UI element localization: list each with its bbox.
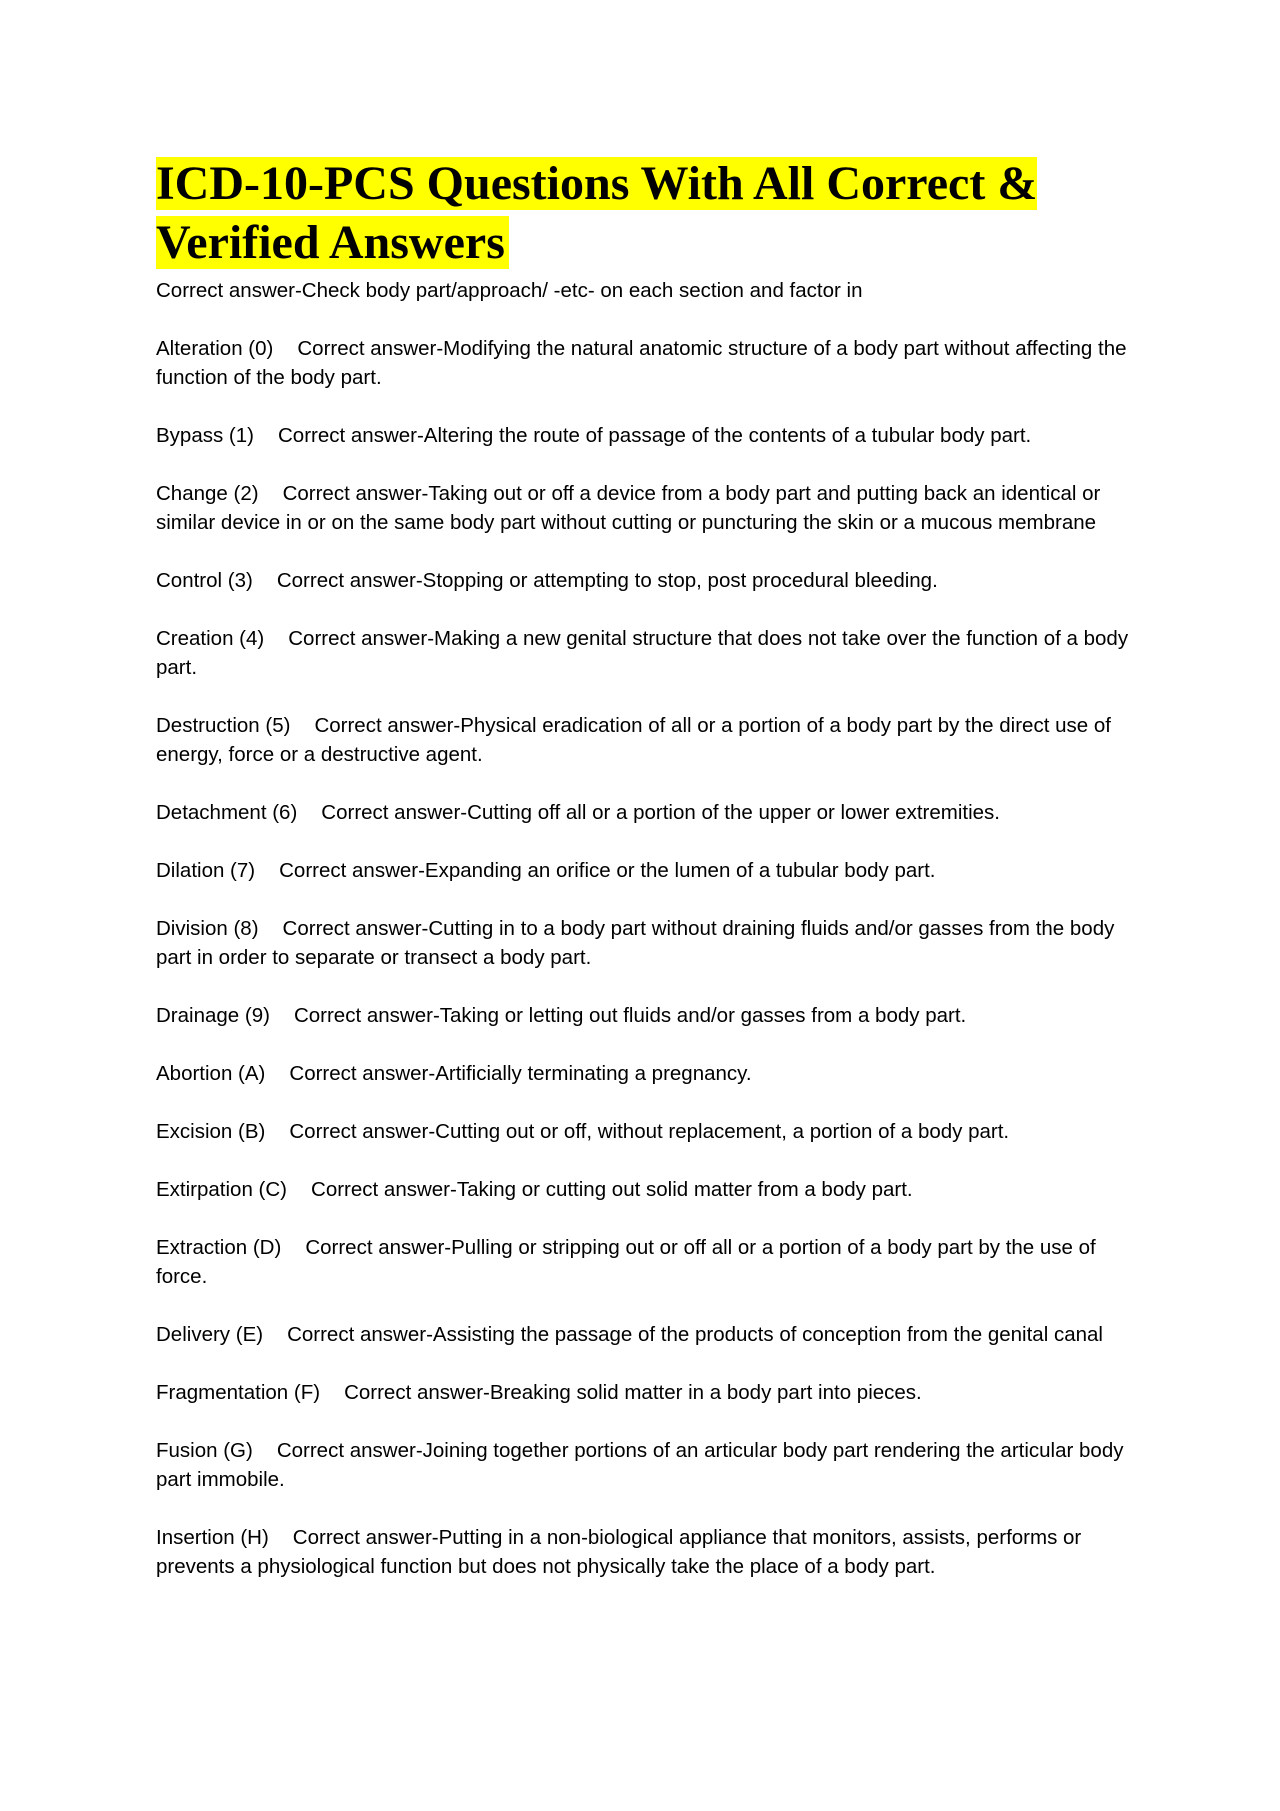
entry-answer: Correct answer-Modifying the natural anatomic structure of a body part without affecting the function of the body part. (156, 337, 1127, 389)
list-item (156, 1320, 1136, 1349)
entry-answer: Correct answer-Altering the route of passage of the contents of a tubular body part. (277, 424, 1032, 447)
entry-term: Abortion (A) (156, 1062, 266, 1085)
intro-text: Correct answer-Check body part/approach/ -etc- on each section and factor in (156, 279, 863, 302)
entry-answer: Correct answer-Joining together portions of an articular body part rendering the articular body part immobile. (156, 1439, 1124, 1491)
document-title (156, 154, 1136, 272)
entry-answer: Correct answer-Artificially terminating a pregnancy. (289, 1062, 752, 1085)
list-item (156, 798, 1136, 827)
entry-term: Delivery (E) (156, 1323, 264, 1346)
entry-term: Fragmentation (F) (156, 1381, 321, 1404)
entry-answer: Correct answer-Pulling or stripping out or off all or a portion of a body part by the use of force. (156, 1236, 1096, 1288)
entry-term: Extirpation (C) (156, 1178, 288, 1201)
list-item (156, 914, 1136, 972)
entry-term: Change (2) (156, 482, 259, 505)
entry-answer: Correct answer-Breaking solid matter in a body part into pieces. (344, 1381, 922, 1404)
entry-answer: Correct answer-Assisting the passage of the products of conception from the genital canal (287, 1323, 1103, 1346)
entry-answer: Correct answer-Taking or cutting out solid matter from a body part. (311, 1178, 913, 1201)
list-item (156, 1117, 1136, 1146)
entry-term: Destruction (5) (156, 714, 291, 737)
entry-answer: Correct answer-Cutting in to a body part without draining fluids and/or gasses from the body part in order to separate or transect a body part. (156, 917, 1115, 969)
entry-answer: Correct answer-Taking or letting out fluids and/or gasses from a body part. (293, 1004, 967, 1027)
entry-term: Excision (B) (156, 1120, 266, 1143)
list-item (156, 1233, 1136, 1291)
entry-term: Creation (4) (156, 627, 265, 650)
list-item (156, 334, 1136, 392)
entry-term: Insertion (H) (156, 1526, 269, 1549)
list-item (156, 1059, 1136, 1088)
list-item (156, 856, 1136, 885)
entry-term: Extraction (D) (156, 1236, 282, 1259)
list-item (156, 421, 1136, 450)
entry-term: Bypass (1) (156, 424, 254, 447)
entry-term: Dilation (7) (156, 859, 256, 882)
entry-term: Drainage (9) (156, 1004, 270, 1027)
entry-answer: Correct answer-Cutting out or off, without replacement, a portion of a body part. (289, 1120, 1010, 1143)
list-item (156, 566, 1136, 595)
entry-answer: Correct answer-Physical eradication of all or a portion of a body part by the direct use of energy, force or a destructive agent. (156, 714, 1111, 766)
list-item (156, 479, 1136, 537)
title-highlight: ICD-10-PCS Questions With All Correct & Verified Answers (156, 157, 1038, 269)
entry-term: Fusion (G) (156, 1439, 253, 1462)
entry-answer: Correct answer-Putting in a non-biological appliance that monitors, assists, performs or prevents a physiological function but does not physically take the place of a body part. (156, 1526, 1082, 1578)
entry-answer: Correct answer-Making a new genital structure that does not take over the function of a body part. (156, 627, 1129, 679)
entry-answer: Correct answer-Taking out or off a device from a body part and putting back an identical or similar device in or on the same body part without cutting or puncturing the skin or a mucous membrane (156, 482, 1101, 534)
list-item (156, 711, 1136, 769)
entry-answer: Correct answer-Cutting off all or a portion of the upper or lower extremities. (321, 801, 1000, 824)
entry-term: Alteration (0) (156, 337, 274, 360)
list-item (156, 1378, 1136, 1407)
entry-answer: Correct answer-Stopping or attempting to stop, post procedural bleeding. (276, 569, 938, 592)
entry-term: Detachment (6) (156, 801, 298, 824)
list-item (156, 1175, 1136, 1204)
list-item (156, 1523, 1136, 1581)
entry-answer: Correct answer-Expanding an orifice or the lumen of a tubular body part. (279, 859, 936, 882)
list-item (156, 1436, 1136, 1494)
document-page (156, 154, 1136, 1610)
entry-term: Control (3) (156, 569, 253, 592)
list-item (156, 624, 1136, 682)
entry-term: Division (8) (156, 917, 259, 940)
list-item (156, 1001, 1136, 1030)
